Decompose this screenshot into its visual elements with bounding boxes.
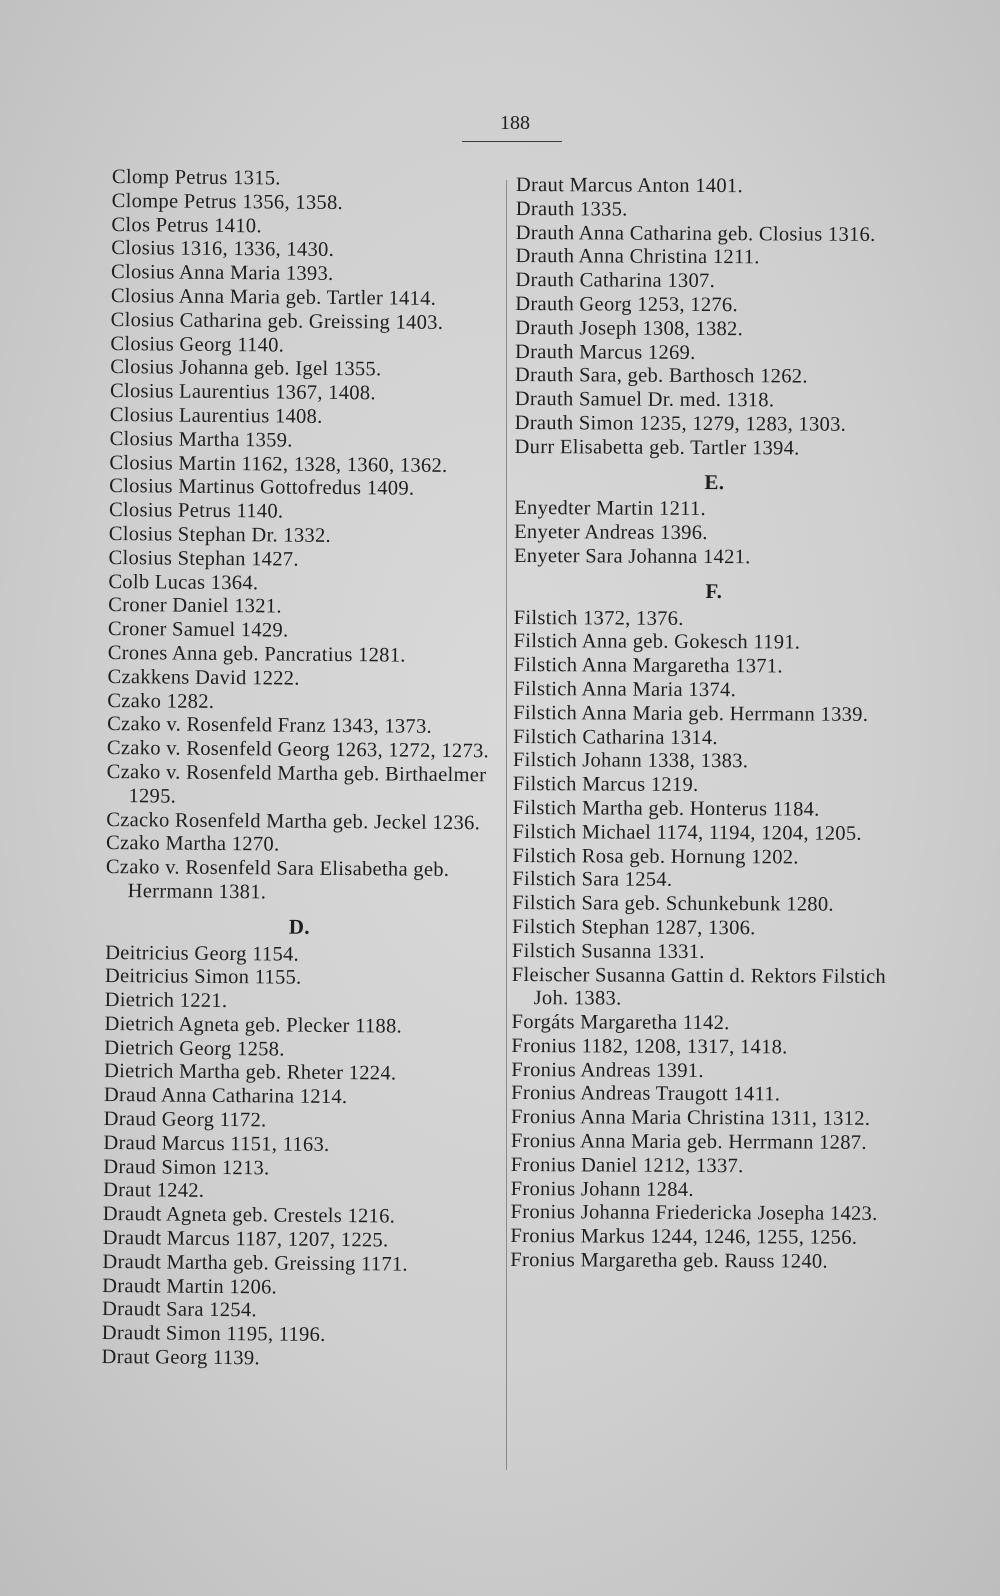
index-entry: Deitricius Simon 1155. — [104, 965, 302, 989]
index-entry: Drauth Samuel Dr. med. 1318. — [514, 388, 775, 412]
index-entry: Filstich Anna geb. Gokesch 1191. — [513, 630, 801, 654]
index-entry: Fronius Anna Maria Christina 1311, 1312. — [511, 1106, 871, 1131]
index-entry: Filstich Sara geb. Schunkebunk 1280. — [512, 892, 834, 916]
index-entry: Draud Marcus 1151, 1163. — [103, 1131, 330, 1156]
index-entry: Closius Georg 1140. — [110, 332, 285, 357]
index-entry: Draut 1242. — [102, 1179, 205, 1203]
index-entry: Closius 1316, 1336, 1430. — [111, 237, 335, 262]
index-entry: Enyeter Andreas 1396. — [514, 521, 708, 545]
index-entry: Drauth Anna Christina 1211. — [515, 245, 760, 269]
page-number: 188 — [500, 112, 530, 134]
index-entry: Filstich Michael 1174, 1194, 1204, 1205. — [512, 820, 862, 845]
left-column — [101, 166, 499, 1373]
index-entry: Drauth Joseph 1308, 1382. — [515, 316, 744, 340]
index-entry: Enyedter Martin 1211. — [514, 497, 707, 521]
index-entry: Drauth Sara, geb. Barthosch 1262. — [514, 364, 808, 388]
column-divider — [506, 180, 507, 1470]
section-letter-heading: D. — [288, 914, 310, 939]
index-entry: Closius Anna Maria 1393. — [110, 261, 334, 286]
index-entry: Closius Laurentius 1367, 1408. — [109, 380, 376, 405]
index-entry: Czako Martha 1270. — [105, 832, 280, 856]
index-entry: Fronius 1182, 1208, 1317, 1418. — [511, 1034, 788, 1059]
index-entry: Closius Petrus 1140. — [108, 499, 284, 523]
index-entry: Filstich Anna Maria geb. Herrmann 1339. — [513, 701, 869, 726]
index-entry: Czako v. Rosenfeld Sara Elisabetha geb. Herrmann 1381. — [105, 856, 450, 904]
index-entry: Closius Stephan 1427. — [108, 546, 299, 571]
index-entry: Crones Anna geb. Pancratius 1281. — [107, 641, 406, 667]
index-entry: Drauth 1335. — [515, 197, 628, 221]
index-entry: Draud Georg 1172. — [103, 1108, 267, 1132]
index-entry: Closius Catharina geb. Greissing 1403. — [110, 308, 444, 334]
index-entry: Closius Martha 1359. — [109, 427, 293, 452]
index-entry: Dietrich Georg 1258. — [104, 1036, 285, 1061]
index-entry: Fronius Anna Maria geb. Herrmann 1287. — [510, 1130, 867, 1154]
index-entry: Filstich Catharina 1314. — [512, 725, 718, 749]
right-column — [510, 174, 916, 1275]
index-entry: Filstich Rosa geb. Hornung 1202. — [512, 844, 799, 869]
index-entry: Closius Laurentius 1408. — [109, 403, 323, 428]
index-entry: Draudt Martha geb. Greissing 1171. — [102, 1250, 409, 1276]
index-entry: Czako 1282. — [107, 689, 215, 713]
index-entry: Draudt Simon 1195, 1196. — [101, 1322, 326, 1347]
index-entry: Fleischer Susanna Gattin d. Rektors Filstich Joh. 1383. — [511, 963, 887, 1010]
index-entry: Czako v. Rosenfeld Georg 1263, 1272, 1273. — [106, 737, 490, 763]
index-entry: Croner Samuel 1429. — [107, 618, 289, 642]
index-entry: Fronius Markus 1244, 1246, 1255, 1256. — [510, 1225, 858, 1250]
index-entry: Fronius Johanna Friedericka Josepha 1423. — [510, 1201, 878, 1226]
index-entry: Closius Anna Maria geb. Tartler 1414. — [110, 284, 437, 310]
section-letter-heading: E. — [704, 469, 725, 494]
index-entry: Closius Stephan Dr. 1332. — [108, 522, 332, 547]
header-rule — [462, 141, 562, 142]
index-entry: Fronius Margaretha geb. Rauss 1240. — [510, 1249, 828, 1273]
index-entry: Enyeter Sara Johanna 1421. — [513, 544, 751, 569]
index-entry: Dietrich Agneta geb. Plecker 1188. — [104, 1012, 403, 1038]
index-entry: Durr Elisabetta geb. Tartler 1394. — [514, 435, 800, 460]
index-entry: Closius Martinus Gottofredus 1409. — [109, 475, 415, 501]
index-entry: Draut Georg 1139. — [101, 1346, 260, 1370]
index-entry: Colb Lucas 1364. — [108, 570, 259, 594]
index-entry: Filstich Martha geb. Honterus 1184. — [512, 796, 820, 821]
index-entry: Drauth Simon 1235, 1279, 1283, 1303. — [514, 411, 847, 436]
index-entry: Czacko Rosenfeld Martha geb. Jeckel 1236. — [106, 808, 481, 834]
index-entry: Deitricius Georg 1154. — [105, 941, 300, 966]
index-entry: Draudt Marcus 1187, 1207, 1225. — [102, 1227, 389, 1252]
index-entry: Czako v. Rosenfeld Martha geb. Birthaelmer 1295. — [106, 760, 487, 808]
index-entry: Filstich Marcus 1219. — [512, 773, 699, 797]
index-entry: Filstich Anna Maria 1374. — [513, 677, 737, 702]
index-entry: Fronius Andreas 1391. — [511, 1058, 704, 1082]
index-entry: Drauth Marcus 1269. — [515, 340, 696, 364]
index-entry: Drauth Anna Catharina geb. Closius 1316. — [515, 221, 876, 246]
index-entry: Czakkens David 1222. — [107, 665, 300, 690]
index-entry: Filstich Stephan 1287, 1306. — [512, 915, 756, 940]
index-entry: Filstich Anna Margaretha 1371. — [513, 654, 783, 678]
index-entry: Drauth Catharina 1307. — [515, 269, 716, 293]
index-entry: Fronius Daniel 1212, 1337. — [510, 1153, 744, 1178]
index-entry: Filstich Johann 1338, 1383. — [512, 749, 749, 773]
index-entry: Forgáts Margaretha 1142. — [511, 1011, 730, 1035]
index-entry: Clompe Petrus 1356, 1358. — [111, 189, 344, 214]
index-entry: Closius Johanna geb. Igel 1355. — [110, 356, 382, 381]
index-entry: Draudt Martin 1206. — [102, 1274, 278, 1299]
index-entry: Fronius Johann 1284. — [510, 1177, 694, 1201]
section-letter-heading: F. — [705, 578, 723, 603]
index-entry: Draudt Agneta geb. Crestels 1216. — [102, 1203, 396, 1228]
index-entry: Filstich 1372, 1376. — [513, 606, 684, 630]
index-entry: Closius Martin 1162, 1328, 1360, 1362. — [109, 451, 448, 477]
index-entry: Filstich Susanna 1331. — [511, 939, 705, 963]
index-entry: Clomp Petrus 1315. — [111, 166, 281, 190]
index-entry: Draudt Sara 1254. — [101, 1298, 257, 1322]
index-entry: Drauth Georg 1253, 1276. — [515, 292, 738, 317]
index-entry: Croner Daniel 1321. — [108, 594, 282, 618]
index-entry: Dietrich Martha geb. Rheter 1224. — [104, 1060, 397, 1085]
index-entry: Draud Simon 1213. — [103, 1155, 270, 1180]
index-entry: Draut Marcus Anton 1401. — [515, 174, 743, 198]
index-entry: Dietrich 1221. — [104, 989, 228, 1013]
index-entry: Clos Petrus 1410. — [111, 213, 262, 237]
index-entry: Fronius Andreas Traugott 1411. — [511, 1082, 781, 1106]
index-entry: Draud Anna Catharina 1214. — [103, 1084, 348, 1109]
index-entry: Filstich Sara 1254. — [512, 868, 673, 892]
index-entry: Czako v. Rosenfeld Franz 1343, 1373. — [107, 713, 433, 739]
